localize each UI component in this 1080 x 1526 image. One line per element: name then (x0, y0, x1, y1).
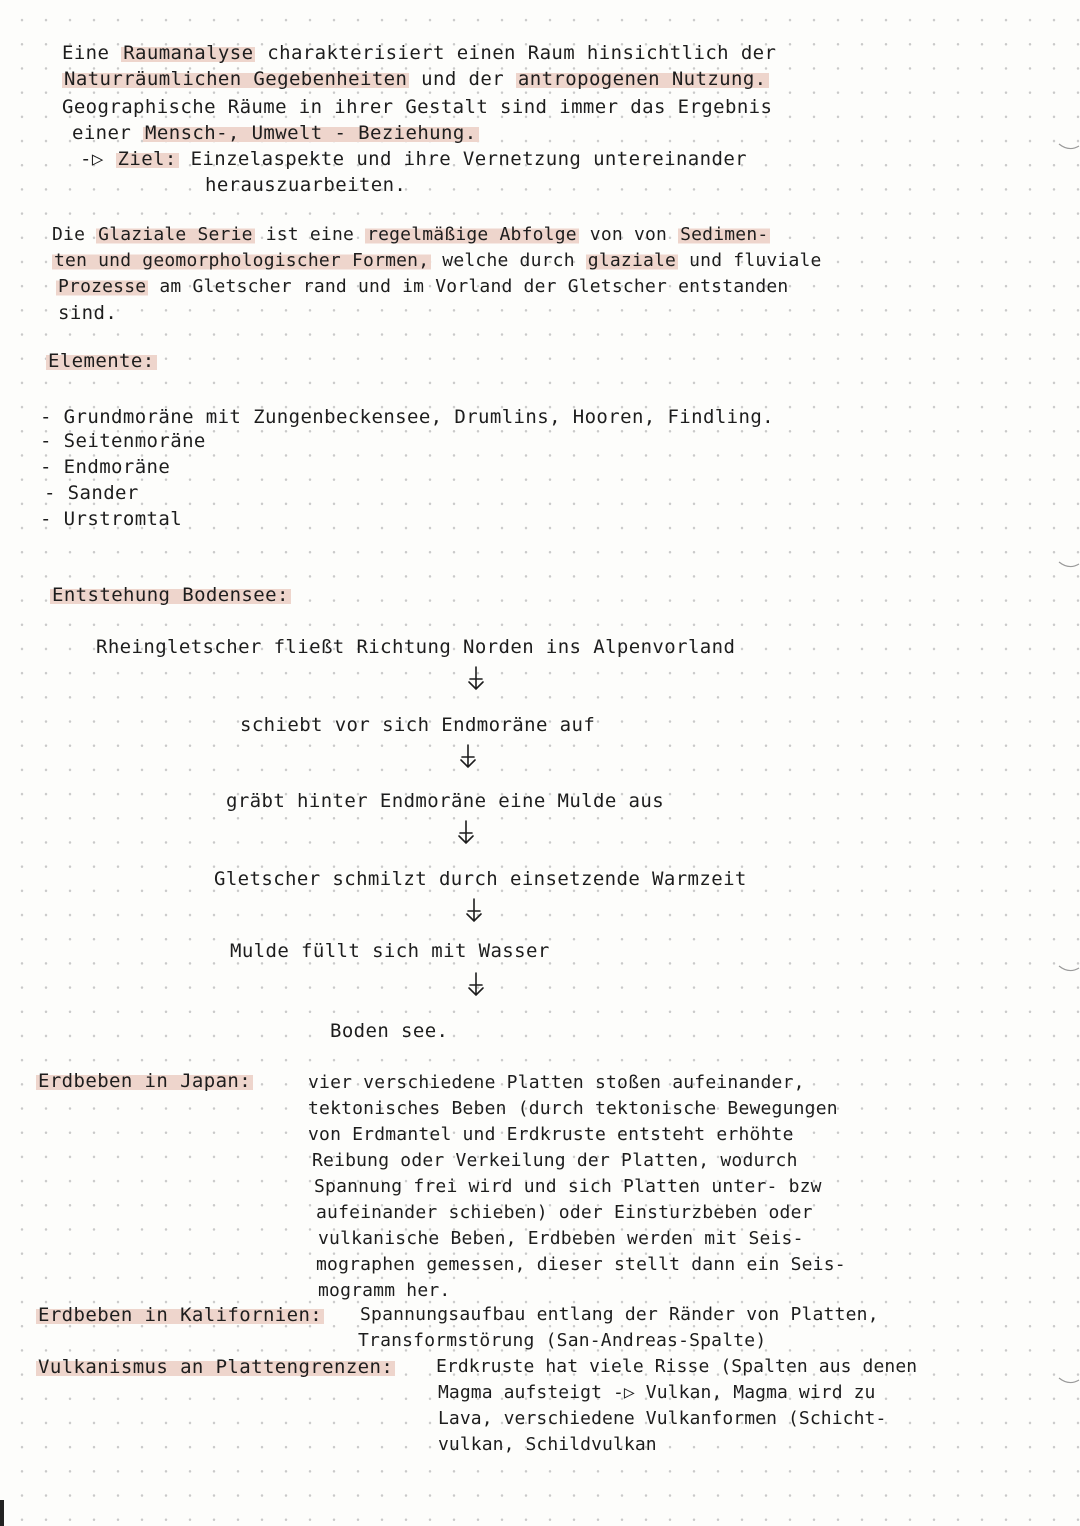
vulkanismus-label (36, 1354, 395, 1380)
elemente-item: - Urstromtal (40, 508, 183, 530)
elemente-item: - Seitenmoräne (40, 430, 206, 452)
label-text: Erdbeben in Kalifornien: (38, 1304, 323, 1326)
down-arrow-icon (464, 898, 484, 924)
down-arrow-icon (458, 744, 478, 770)
text: Die (52, 224, 97, 245)
down-arrow-icon (466, 666, 486, 692)
bodensee-heading (50, 582, 291, 608)
highlighted-term: Glaziale Serie (98, 224, 253, 245)
elemente-item: - Grundmoräne mit Zungenbeckensee, Drumlins, Hooren, Findling. (40, 406, 775, 428)
highlighted-term: Prozesse (58, 276, 147, 297)
binding-mark-icon (1058, 964, 1080, 974)
glaziale-line-2 (52, 248, 822, 274)
japan-line: Reibung oder Verkeilung der Platten, wodurch (312, 1150, 798, 1171)
japan-line: vier verschiedene Platten stoßen aufeinander, (308, 1072, 805, 1093)
elemente-heading (46, 348, 157, 374)
arrow-text: -▷ (80, 148, 116, 170)
kalifornien-label (36, 1302, 324, 1328)
highlighted-term: Mensch-, Umwelt - Beziehung. (145, 122, 477, 144)
vulkanismus-line: Lava, verschiedene Vulkanformen (Schicht- (438, 1408, 887, 1429)
japan-line: tektonisches Beben (durch tektonische Bewegungen (308, 1098, 838, 1119)
highlighted-term: Naturräumlichen Gegebenheiten (64, 68, 408, 90)
bodensee-step: Rheingletscher fließt Richtung Norden ins Alpenvorland (96, 636, 736, 658)
highlighted-term: glaziale (587, 250, 677, 271)
page-edge-mark (0, 1500, 4, 1526)
binding-mark-icon (1058, 142, 1080, 152)
text: charakterisiert einen Raum hinsichtlich der (255, 42, 777, 64)
japan-line: mogramm her. (318, 1280, 451, 1301)
vulkanismus-line: vulkan, Schildvulkan (438, 1434, 657, 1455)
text: und der (409, 68, 516, 90)
raumanalyse-line-1 (62, 40, 776, 66)
japan-line: von Erdmantel und Erdkruste entsteht erhöhte (308, 1124, 794, 1145)
raumanalyse-line-3: Geographische Räume in ihrer Gestalt sind immer das Ergebnis (62, 96, 773, 118)
kalifornien-line: Transformstörung (San-Andreas-Spalte) (358, 1330, 767, 1351)
highlighted-term: ten und geomorphologischer Formen, (54, 250, 430, 271)
heading-text: Elemente: (48, 350, 155, 372)
text: ist eine (254, 224, 366, 245)
raumanalyse-line-4 (72, 120, 479, 146)
heading-text: Entstehung Bodensee: (52, 584, 289, 606)
text: Einzelaspekte und ihre Vernetzung untereinander (178, 148, 748, 170)
highlighted-term: Ziel: (117, 148, 177, 170)
japan-line: aufeinander schieben) oder Einsturzbeben oder (316, 1202, 813, 1223)
bodensee-step: gräbt hinter Endmoräne eine Mulde aus (226, 790, 665, 812)
bodensee-step: Mulde füllt sich mit Wasser (230, 940, 550, 962)
bodensee-step: schiebt vor sich Endmoräne auf (240, 714, 596, 736)
text: Eine (62, 42, 122, 64)
japan-line: Spannung frei wird und sich Platten unter- bzw (314, 1176, 822, 1197)
binding-mark-icon (1058, 1376, 1080, 1386)
raumanalyse-line-2 (62, 66, 769, 92)
text: von von (578, 224, 679, 245)
elemente-item: - Sander (44, 482, 139, 504)
label-text: Erdbeben in Japan: (38, 1070, 252, 1092)
elemente-item: - Endmoräne (40, 456, 171, 478)
kalifornien-line: Spannungsaufbau entlang der Ränder von Platten, (360, 1304, 879, 1325)
text: einer (72, 122, 144, 144)
vulkanismus-line: Erdkruste hat viele Risse (Spalten aus denen (436, 1356, 918, 1377)
japan-line: vulkanische Beben, Erdbeben werden mit Seis- (318, 1228, 804, 1249)
down-arrow-icon (466, 972, 486, 998)
highlighted-term: Raumanalyse (123, 42, 254, 64)
vulkanismus-line: Magma aufsteigt -▷ Vulkan, Magma wird zu (438, 1382, 876, 1403)
raumanalyse-line-5 (80, 146, 747, 172)
highlighted-term: antropogenen Nutzung. (517, 68, 767, 90)
text: welche durch (431, 250, 586, 271)
bodensee-step: Boden see. (330, 1020, 449, 1042)
bodensee-step: Gletscher schmilzt durch einsetzende Warmzeit (214, 868, 747, 890)
glaziale-line-1 (52, 222, 770, 248)
text: und fluviale (678, 250, 822, 271)
highlighted-term: Sedimen- (680, 224, 769, 245)
japan-line: mographen gemessen, dieser stellt dann ein Seis- (316, 1254, 846, 1275)
label-text: Vulkanismus an Plattengrenzen: (38, 1356, 394, 1378)
highlighted-term: regelmäßige Abfolge (367, 224, 577, 245)
glaziale-line-4: sind. (58, 302, 118, 324)
glaziale-line-3 (56, 274, 788, 300)
japan-label (36, 1068, 253, 1094)
raumanalyse-line-6: herauszuarbeiten. (205, 174, 407, 196)
text: am Gletscher rand und im Vorland der Gletscher entstanden (148, 276, 789, 297)
down-arrow-icon (456, 820, 476, 846)
binding-mark-icon (1058, 560, 1080, 570)
